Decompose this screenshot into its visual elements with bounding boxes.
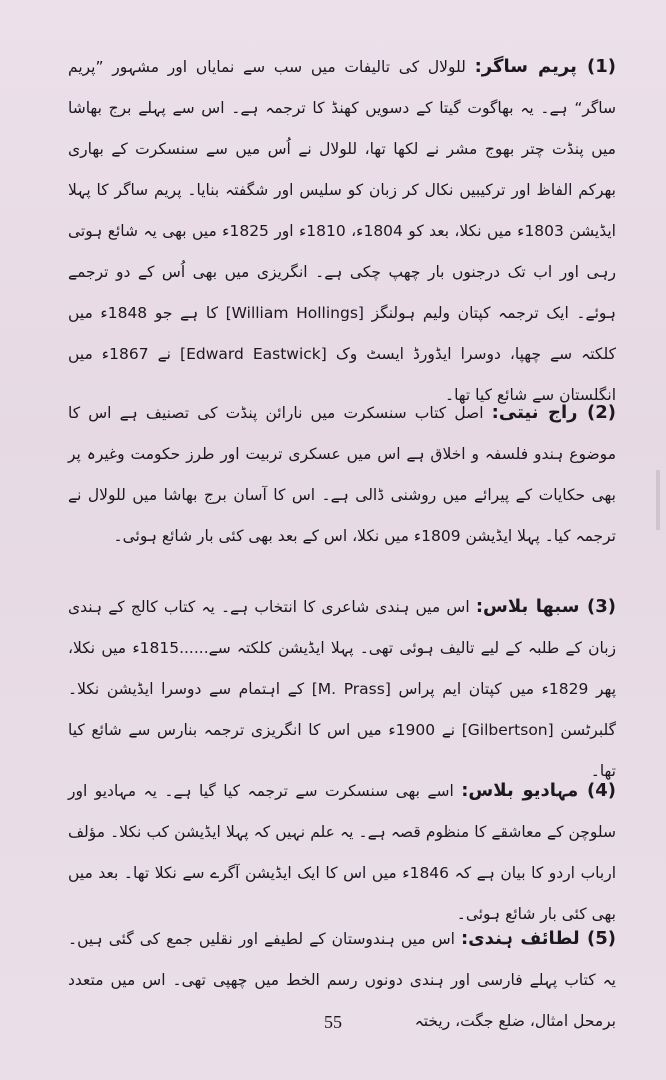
section-heading: (5) لطائف ہندی: bbox=[460, 928, 616, 949]
section-paragraph bbox=[68, 770, 616, 935]
section-text: اس میں ہندوستان کے لطیفے اور نقلیں جمع کی گئی ہیں۔ یہ کتاب پہلے فارسی اور ہندی دونوں رسم الخط میں چھپی تھی۔ اس میں متعدد برمحل امثال، ضلع جگت، ریختہ bbox=[68, 930, 616, 1030]
section-heading: (2) راج نیتی: bbox=[491, 402, 616, 423]
section-paragraph bbox=[68, 46, 616, 416]
section-paragraph bbox=[68, 586, 616, 792]
section-mahadev-bilas bbox=[68, 770, 616, 935]
section-paragraph bbox=[68, 392, 616, 557]
section-text: اس میں ہندی شاعری کا انتخاب ہے۔ یہ کتاب کالج کے ہندی زبان کے طلبہ کے لیے تالیف ہوئی تھی۔ پہلا ایڈیشن کلکتہ سے......1815ء میں نکلا، پھر 1829ء میں کپتان ایم پراس [M. Prass] کے اہتمام سے دوسرا ایڈیشن نکلا۔ گلبرٹسن [Gilbertson] نے 1900ء میں اس کا انگریزی ترجمہ بنارس سے شائع کیا تھا۔ bbox=[68, 598, 617, 780]
scan-edge-mark bbox=[656, 470, 660, 530]
page-number: 55 bbox=[324, 1012, 342, 1032]
section-heading: (3) سبھا بلاس: bbox=[475, 596, 616, 617]
section-text: اسے بھی سنسکرت سے ترجمہ کیا گیا ہے۔ یہ مہادیو اور سلوچن کے معاشقے کا منظوم قصہ ہے۔ یہ علم نہیں کہ پہلا ایڈیشن کب نکلا۔ مؤلف ارباب اردو کا بیان ہے کہ 1846ء میں اس کا ایک ایڈیشن آگرے سے نکلا تھا۔ بعد میں بھی کئی بار شائع ہوئی۔ bbox=[68, 782, 616, 923]
section-prem-sagar bbox=[68, 46, 616, 416]
section-heading: (4) مہادیو بلاس: bbox=[461, 780, 616, 801]
section-text: للولال کی تالیفات میں سب سے نمایاں اور مشہور ”پریم ساگر“ ہے۔ یہ بھاگوت گیتا کے دسویں کھنڈ کا ترجمہ ہے۔ اس سے پہلے برج بھاشا میں پنڈت چتر بھوج مشر نے لکھا تھا، للولال نے اُس میں سے سنسکرت کے بھاری بھرکم الفاظ اور ترکیبیں نکال کر زبان کو سلیس اور شگفتہ بنایا۔ پریم ساگر کا پہلا ایڈیشن 1803ء میں نکلا، بعد کو 1804ء، 1810ء اور 1825ء میں بھی یہ شائع ہوتی رہی اور اب تک درجنوں بار چھپ چکی ہے۔ انگریزی میں بھی اُس کے دو ترجمے ہوئے۔ ایک ترجمہ کپتان ولیم ہولنگز [William Hollings] کا ہے جو 1848ء میں کلکتہ سے چھپا، دوسرا ایڈورڈ ایسٹ وک [Edward Eastwick] نے 1867ء میں انگلستان سے شائع کیا تھا۔ bbox=[68, 58, 616, 404]
section-raj-niti bbox=[68, 392, 616, 557]
section-heading: (1) پریم ساگر: bbox=[474, 56, 616, 77]
section-sabha-bilas bbox=[68, 586, 616, 792]
section-text: اصل کتاب سنسکرت میں نارائن پنڈت کی تصنیف ہے اس کا موضوع ہندو فلسفہ و اخلاق ہے اس میں عسکری تربیت اور طرز حکومت وغیرہ پر بھی حکایات کے پیرائے میں روشنی ڈالی ہے۔ اس کا آسان برج بھاشا میں للولال نے ترجمہ کیا۔ پہلا ایڈیشن 1809ء میں نکلا، اس کے بعد بھی کئی بار شائع ہوئی۔ bbox=[68, 404, 616, 545]
